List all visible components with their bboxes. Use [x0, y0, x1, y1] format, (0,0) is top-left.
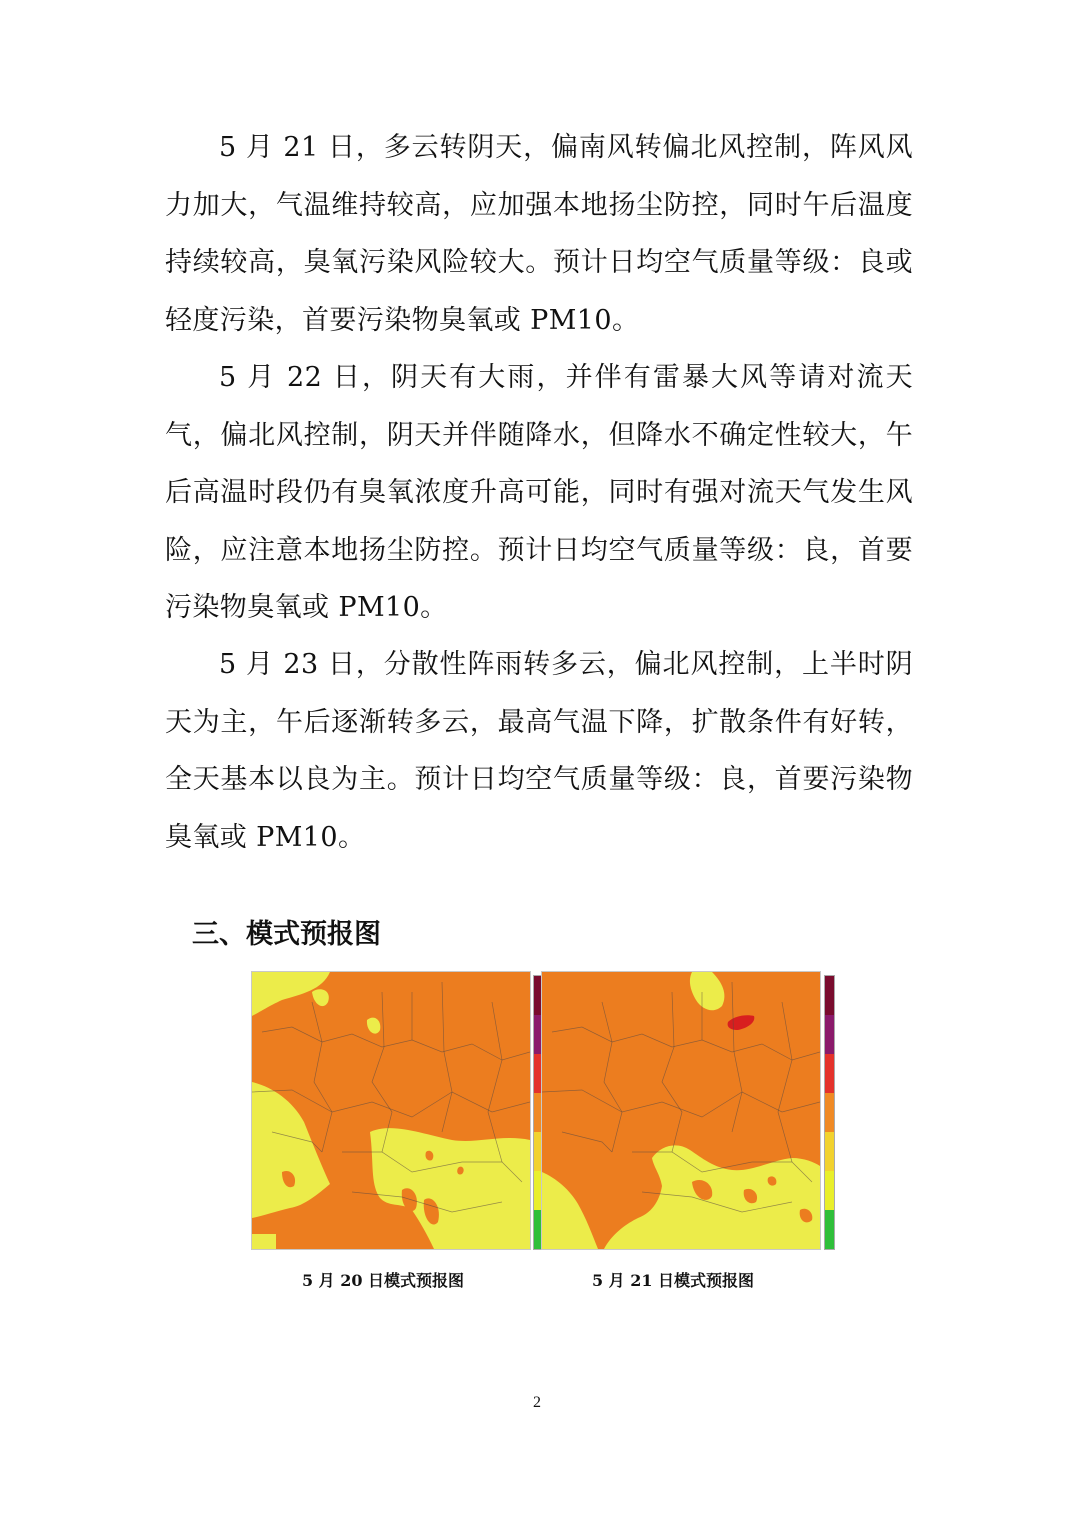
- legend-swatch: [825, 1015, 834, 1054]
- forecast-map-may-21: [541, 971, 821, 1250]
- page-number: 2: [533, 1394, 541, 1411]
- legend-swatch: [825, 1054, 834, 1093]
- forecast-map-may-20: [251, 971, 531, 1250]
- legend-swatch: [825, 976, 834, 1015]
- legend-swatch: [825, 1210, 834, 1249]
- legend-swatch: [825, 1132, 834, 1171]
- legend-swatch: [825, 1171, 834, 1210]
- forecast-paragraph-may-23: 5 月 23 日，分散性阵雨转多云，偏北风控制，上半时阴天为主，午后逐渐转多云，最高气温下降，扩散条件有好转，全天基本以良为主。预计日均空气质量等级：良，首要污染物臭氧或 PM10。: [165, 649, 913, 853]
- figure-caption-may-20: 5 月 20 日模式预报图: [301, 1271, 465, 1290]
- section-heading: 三、模式预报图: [192, 919, 381, 950]
- forecast-map-may-20-image: [252, 972, 530, 1249]
- forecast-map-may-21-image: [542, 972, 820, 1249]
- color-legend-may-21: [824, 975, 835, 1250]
- forecast-paragraph-may-22: 5 月 22 日，阴天有大雨，并伴有雷暴大风等请对流天气，偏北风控制，阴天并伴随降水，但降水不确定性较大，午后高温时段仍有臭氧浓度升高可能，同时有强对流天气发生风险，应注意本地扬尘防控。预计日均空气质量等级：良，首要污染物臭氧或 PM10。: [165, 362, 913, 623]
- legend-swatch: [825, 1093, 834, 1132]
- forecast-paragraph-may-21: 5 月 21 日，多云转阴天，偏南风转偏北风控制，阵风风力加大，气温维持较高，应加强本地扬尘防控，同时午后温度持续较高，臭氧污染风险较大。预计日均空气质量等级：良或轻度污染，首要污染物臭氧或 PM10。: [165, 132, 913, 336]
- figure-caption-may-21: 5 月 21 日模式预报图: [591, 1271, 755, 1290]
